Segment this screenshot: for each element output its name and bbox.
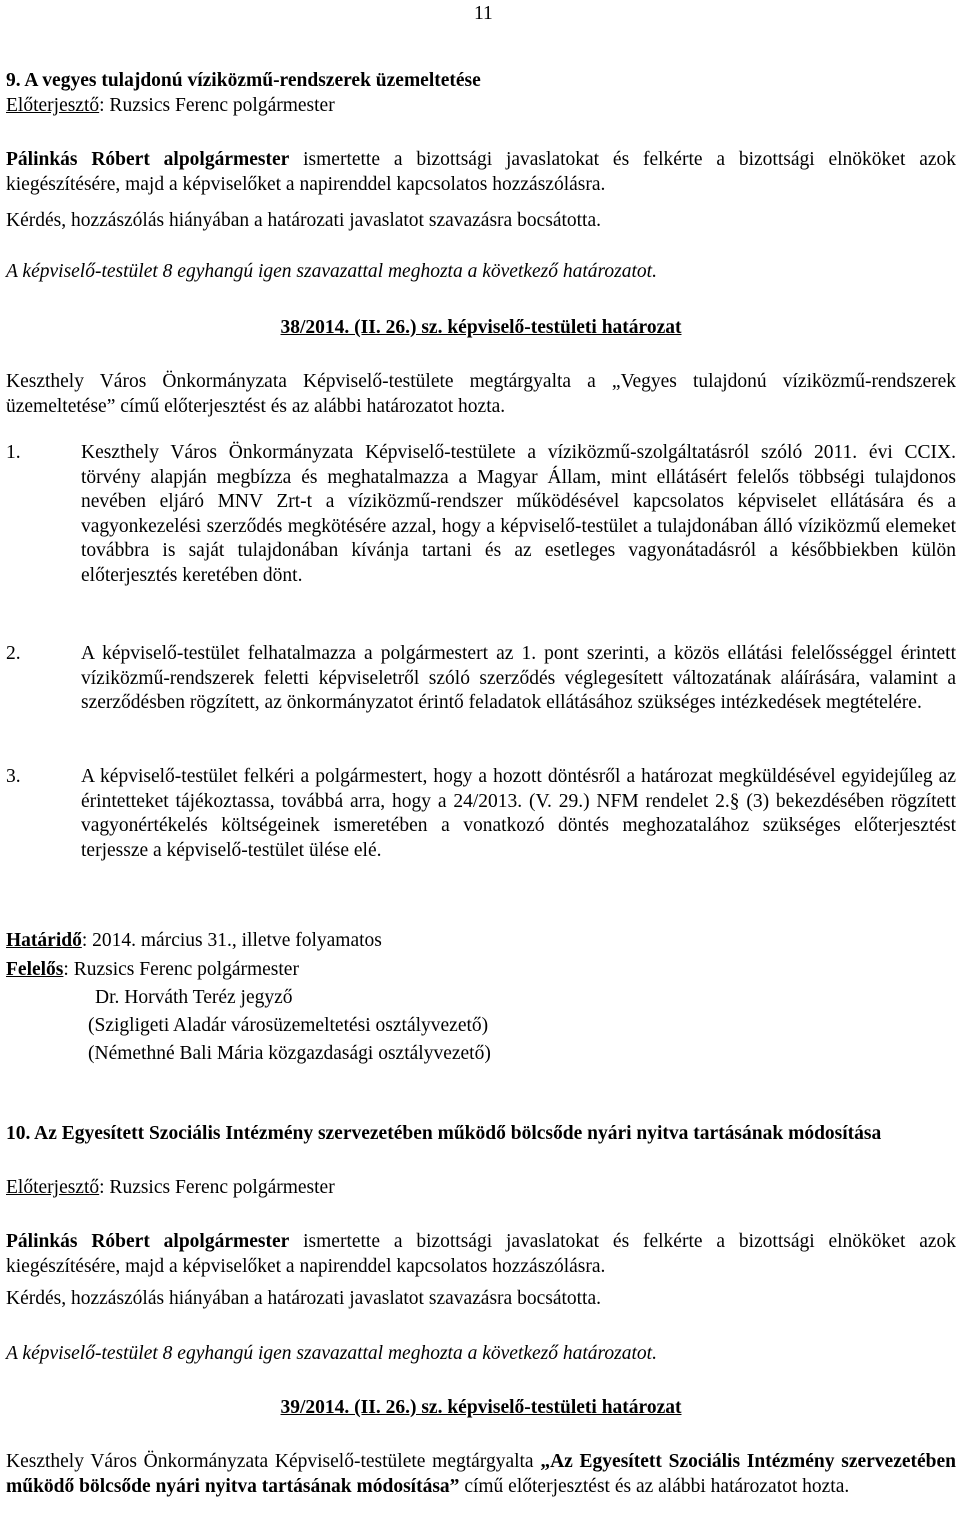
responsible-line [6, 958, 956, 983]
deadline-line [6, 929, 956, 954]
presenter-value: : Ruzsics Ferenc polgármester [99, 1177, 335, 1198]
page-number: 11 [474, 3, 493, 24]
responsible-other-3: (Némethné Bali Mária közgazdasági osztályvezető) [88, 1043, 491, 1064]
section-10-presenter [6, 1176, 956, 1201]
intro-post: című előterjesztést és az alábbi határozatot hozta. [459, 1475, 850, 1497]
intro-pre: Keszthely Város Önkormányzata Képviselő-testülete megtárgyalta [6, 1451, 541, 1472]
section-9-vote: A képviselő-testület 8 egyhangú igen szavazattal meghozta a következő határozatot. [6, 261, 657, 282]
section-10-intro [6, 1230, 956, 1279]
resolution-38-intro: Keszthely Város Önkormányzata Képviselő-testülete megtárgyalta a „Vegyes tulajdonú víziközmű-rendszerek üzemeltetése” című előterjesztést és az alábbi határozatot hozta. [6, 371, 956, 417]
item-text: A képviselő-testület felkéri a polgármestert, hogy a hozott döntésről a határozat megküldésével egyidejűleg az érintetteket tájékoztassa, továbbá arra, hogy a 24/2013. (V. 29.) NFM rendelet 2.§ (3) bekezdésében rögzített vagyonértékelés költségeinek ismeretében a vonatkozó döntés meghozatalához szükséges előterjesztést terjessze a képviselő-testület ülése elé. [81, 766, 956, 861]
intro-speaker: Pálinkás Róbert alpolgármester [6, 1231, 290, 1252]
resolution-39-intro [6, 1450, 956, 1499]
item-number: 2. [6, 643, 21, 664]
section-10-question: Kérdés, hozzászólás hiányában a határozati javaslatot szavazásra bocsátotta. [6, 1288, 602, 1309]
presenter-value: : Ruzsics Ferenc polgármester [99, 95, 335, 116]
section-10-vote: A képviselő-testület 8 egyhangú igen szavazattal meghozta a következő határozatot. [6, 1343, 657, 1364]
section-10-heading: 10. Az Egyesített Szociális Intézmény szervezetében működő bölcsőde nyári nyitva tartásának módosítása [6, 1123, 882, 1144]
intro-title: „Az Egyesített Szociális Intézmény szervezetében működő bölcsőde nyári nyitva tartásának módosítása” [6, 1451, 957, 1497]
intro-text: ismertette a bizottsági javaslatokat és felkérte a bizottsági elnököket azok kiegészítésére, majd a képviselőket a napirenddel kapcsolatos hozzászólásra. [6, 149, 957, 195]
resolution-38-item-3 [6, 765, 956, 863]
section-9-intro [6, 148, 956, 197]
section-9-presenter [6, 94, 956, 119]
intro-text: ismertette a bizottsági javaslatokat és felkérte a bizottsági elnököket azok kiegészítésére, majd a képviselőket a napirenddel kapcsolatos hozzászólásra. [6, 1231, 957, 1277]
item-text: Keszthely Város Önkormányzata Képviselő-testülete a víziközmű-szolgáltatásról szóló 2011. évi CCIX. törvény alapján megbízza és meghatalmazza a Magyar Állam, mint ellátásért felelős többségi tulajdonos nevében eljáró MNV Zrt-t a víziközmű-rendszer működésével kapcsolatos képviselet ellátására és a vagyonkezelési szerződés megkötésére azzal, hogy a képviselő-testület a tulajdonában álló víziközmű elemeket továbbra is saját tulajdonában kívánja tartani és az esetleges vagyonátadásról a későbbiekben külön előterjesztés keretében dönt. [81, 442, 956, 586]
resolution-38-item-2 [6, 642, 956, 716]
presenter-label: Előterjesztő [6, 95, 100, 116]
deadline-value: : 2014. március 31., illetve folyamatos [81, 930, 382, 951]
resolution-38-item-1 [6, 441, 956, 588]
item-number: 1. [6, 442, 21, 463]
responsible-other-1: Dr. Horváth Teréz jegyző [95, 987, 293, 1008]
deadline-label: Határidő [6, 930, 82, 951]
responsible-value: : Ruzsics Ferenc polgármester [63, 959, 299, 980]
responsible-other-2: (Szigligeti Aladár városüzemeltetési osztályvezető) [88, 1015, 489, 1036]
responsible-label: Felelős [6, 959, 64, 980]
resolution-38-title: 38/2014. (II. 26.) sz. képviselő-testületi határozat [280, 317, 682, 338]
item-text: A képviselő-testület felhatalmazza a polgármestert az 1. pont szerinti, a közös ellátási felelősséggel érintett víziközmű-rendszerek feletti képviseletről szóló szerződés véglegesített változatának aláírására, valamint a szerződésben rögzített, az önkormányzatot érintő feladatok ellátásához szükséges intézkedések megtételére. [81, 643, 956, 713]
intro-speaker: Pálinkás Róbert alpolgármester [6, 149, 290, 170]
item-number: 3. [6, 766, 21, 787]
section-9-question: Kérdés, hozzászólás hiányában a határozati javaslatot szavazásra bocsátotta. [6, 210, 602, 231]
resolution-39-title: 39/2014. (II. 26.) sz. képviselő-testületi határozat [280, 1397, 682, 1418]
section-9-heading: 9. A vegyes tulajdonú víziközmű-rendszerek üzemeltetése [6, 70, 481, 91]
presenter-label: Előterjesztő [6, 1177, 100, 1198]
